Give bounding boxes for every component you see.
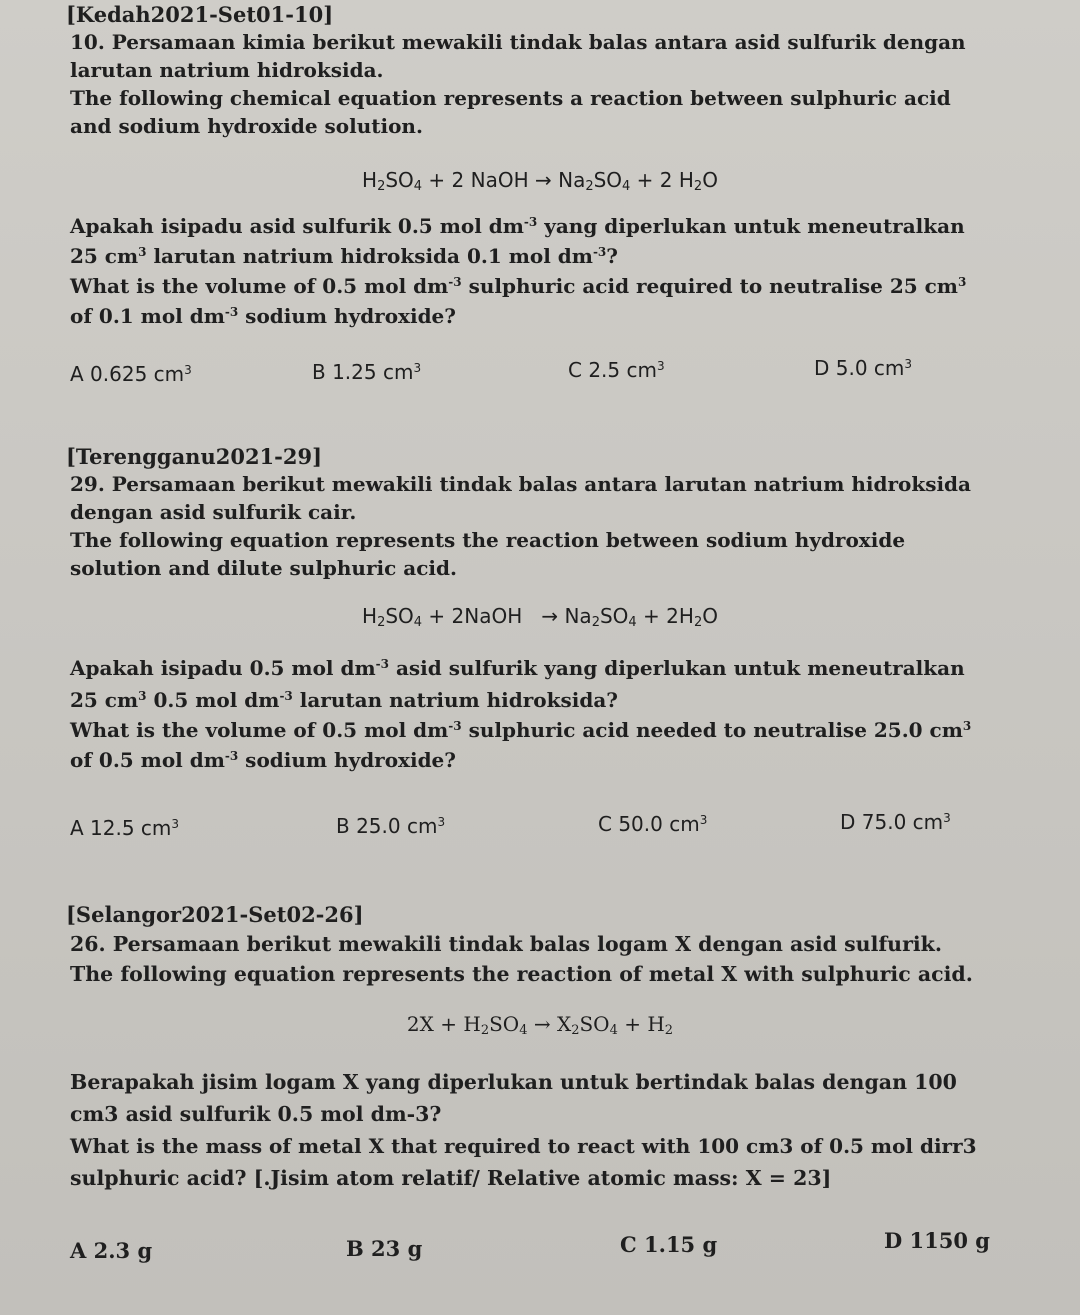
question-prompt-malay: Apakah isipadu asid sulfurik 0.5 mol $dm^{-3}$ yang diperlukan untuk meneutralkan	[70, 214, 965, 238]
question-text-malay: 10. Persamaan kimia berikut mewakili tindak balas antara asid sulfurik dengan	[70, 30, 966, 54]
option-a[interactable]: A 12.5 $cm^3$	[70, 816, 180, 840]
option-a[interactable]: A 2.3 g	[70, 1238, 153, 1263]
question-prompt-english: of 0.1 mol $dm^{-3}$ sodium hydroxide?	[70, 304, 457, 328]
question-prompt-english: sulphuric acid? [.Jisim atom relatif/ Relative atomic mass: X = 23]	[70, 1166, 832, 1190]
question-prompt-malay: 25 $cm^3$ 0.5 mol $dm^{-3}$ larutan natrium hidroksida?	[70, 688, 618, 712]
question-prompt-english: What is the volume of 0.5 mol $dm^{-3}$ sulphuric acid required to neutralise 25 $cm^3$	[70, 274, 967, 298]
option-c[interactable]: C 1.15 g	[620, 1232, 718, 1257]
question-text-english: The following equation represents the reaction between sodium hydroxide	[70, 528, 906, 552]
option-d[interactable]: D 1150 g	[884, 1228, 990, 1253]
question-prompt-malay: cm3 asid sulfurik 0.5 mol dm-3?	[70, 1102, 442, 1126]
chemical-equation: $H_2SO_4$ + 2NaOH → $Na_2SO_4 + 2H_2O$	[362, 604, 718, 630]
question-text-malay: 29. Persamaan berikut mewakili tindak balas antara larutan natrium hidroksida	[70, 472, 971, 496]
question-text-malay: dengan asid sulfurik cair.	[70, 500, 357, 524]
question-text-english: The following chemical equation represents a reaction between sulphuric acid	[70, 86, 951, 110]
chemical-equation: $H_2SO_4 + 2$ NaOH → $Na_2SO_4 + 2$ $H_2O$	[362, 168, 718, 194]
question-source-tag: [Terengganu2021-29]	[66, 444, 323, 469]
question-text-english: and sodium hydroxide solution.	[70, 114, 423, 138]
question-source-tag: [Selangor2021-Set02-26]	[66, 902, 364, 927]
option-c[interactable]: C 50.0 $cm^3$	[598, 812, 708, 836]
chemical-equation: $2X + H_2SO_4 \to X_2SO_4 + H_2$	[406, 1012, 674, 1038]
question-prompt-malay: Berapakah jisim logam X yang diperlukan untuk bertindak balas dengan 100	[70, 1070, 957, 1094]
question-text-malay: larutan natrium hidroksida.	[70, 58, 384, 82]
option-d[interactable]: D 75.0 $cm^3$	[840, 810, 951, 834]
option-b[interactable]: B 1.25 $cm^3$	[312, 360, 422, 384]
option-d[interactable]: D 5.0 $cm^3$	[814, 356, 913, 380]
question-text-malay: 26. Persamaan berikut mewakili tindak balas logam X dengan asid sulfurik.	[70, 932, 943, 956]
question-prompt-malay: Apakah isipadu 0.5 mol $dm^{-3}$ asid sulfurik yang diperlukan untuk meneutralkan	[70, 656, 965, 680]
option-b[interactable]: B 25.0 $cm^3$	[336, 814, 446, 838]
question-source-tag: [Kedah2021-Set01-10]	[66, 2, 334, 27]
question-prompt-english: What is the mass of metal X that required to react with 100 cm3 of 0.5 mol dirr3	[70, 1134, 977, 1158]
option-b[interactable]: B 23 g	[346, 1236, 423, 1261]
question-prompt-english: What is the volume of 0.5 mol $dm^{-3}$ sulphuric acid needed to neutralise 25.0 $cm^3$	[70, 718, 972, 742]
option-a[interactable]: A 0.625 $cm^3$	[70, 362, 192, 386]
question-text-english: solution and dilute sulphuric acid.	[70, 556, 457, 580]
option-c[interactable]: C 2.5 $cm^3$	[568, 358, 665, 382]
question-prompt-malay: 25 $cm^3$ larutan natrium hidroksida 0.1 mol $dm^{-3}$?	[70, 244, 618, 268]
question-prompt-english: of 0.5 mol $dm^{-3}$ sodium hydroxide?	[70, 748, 457, 772]
question-text-english: The following equation represents the reaction of metal X with sulphuric acid.	[70, 962, 973, 986]
